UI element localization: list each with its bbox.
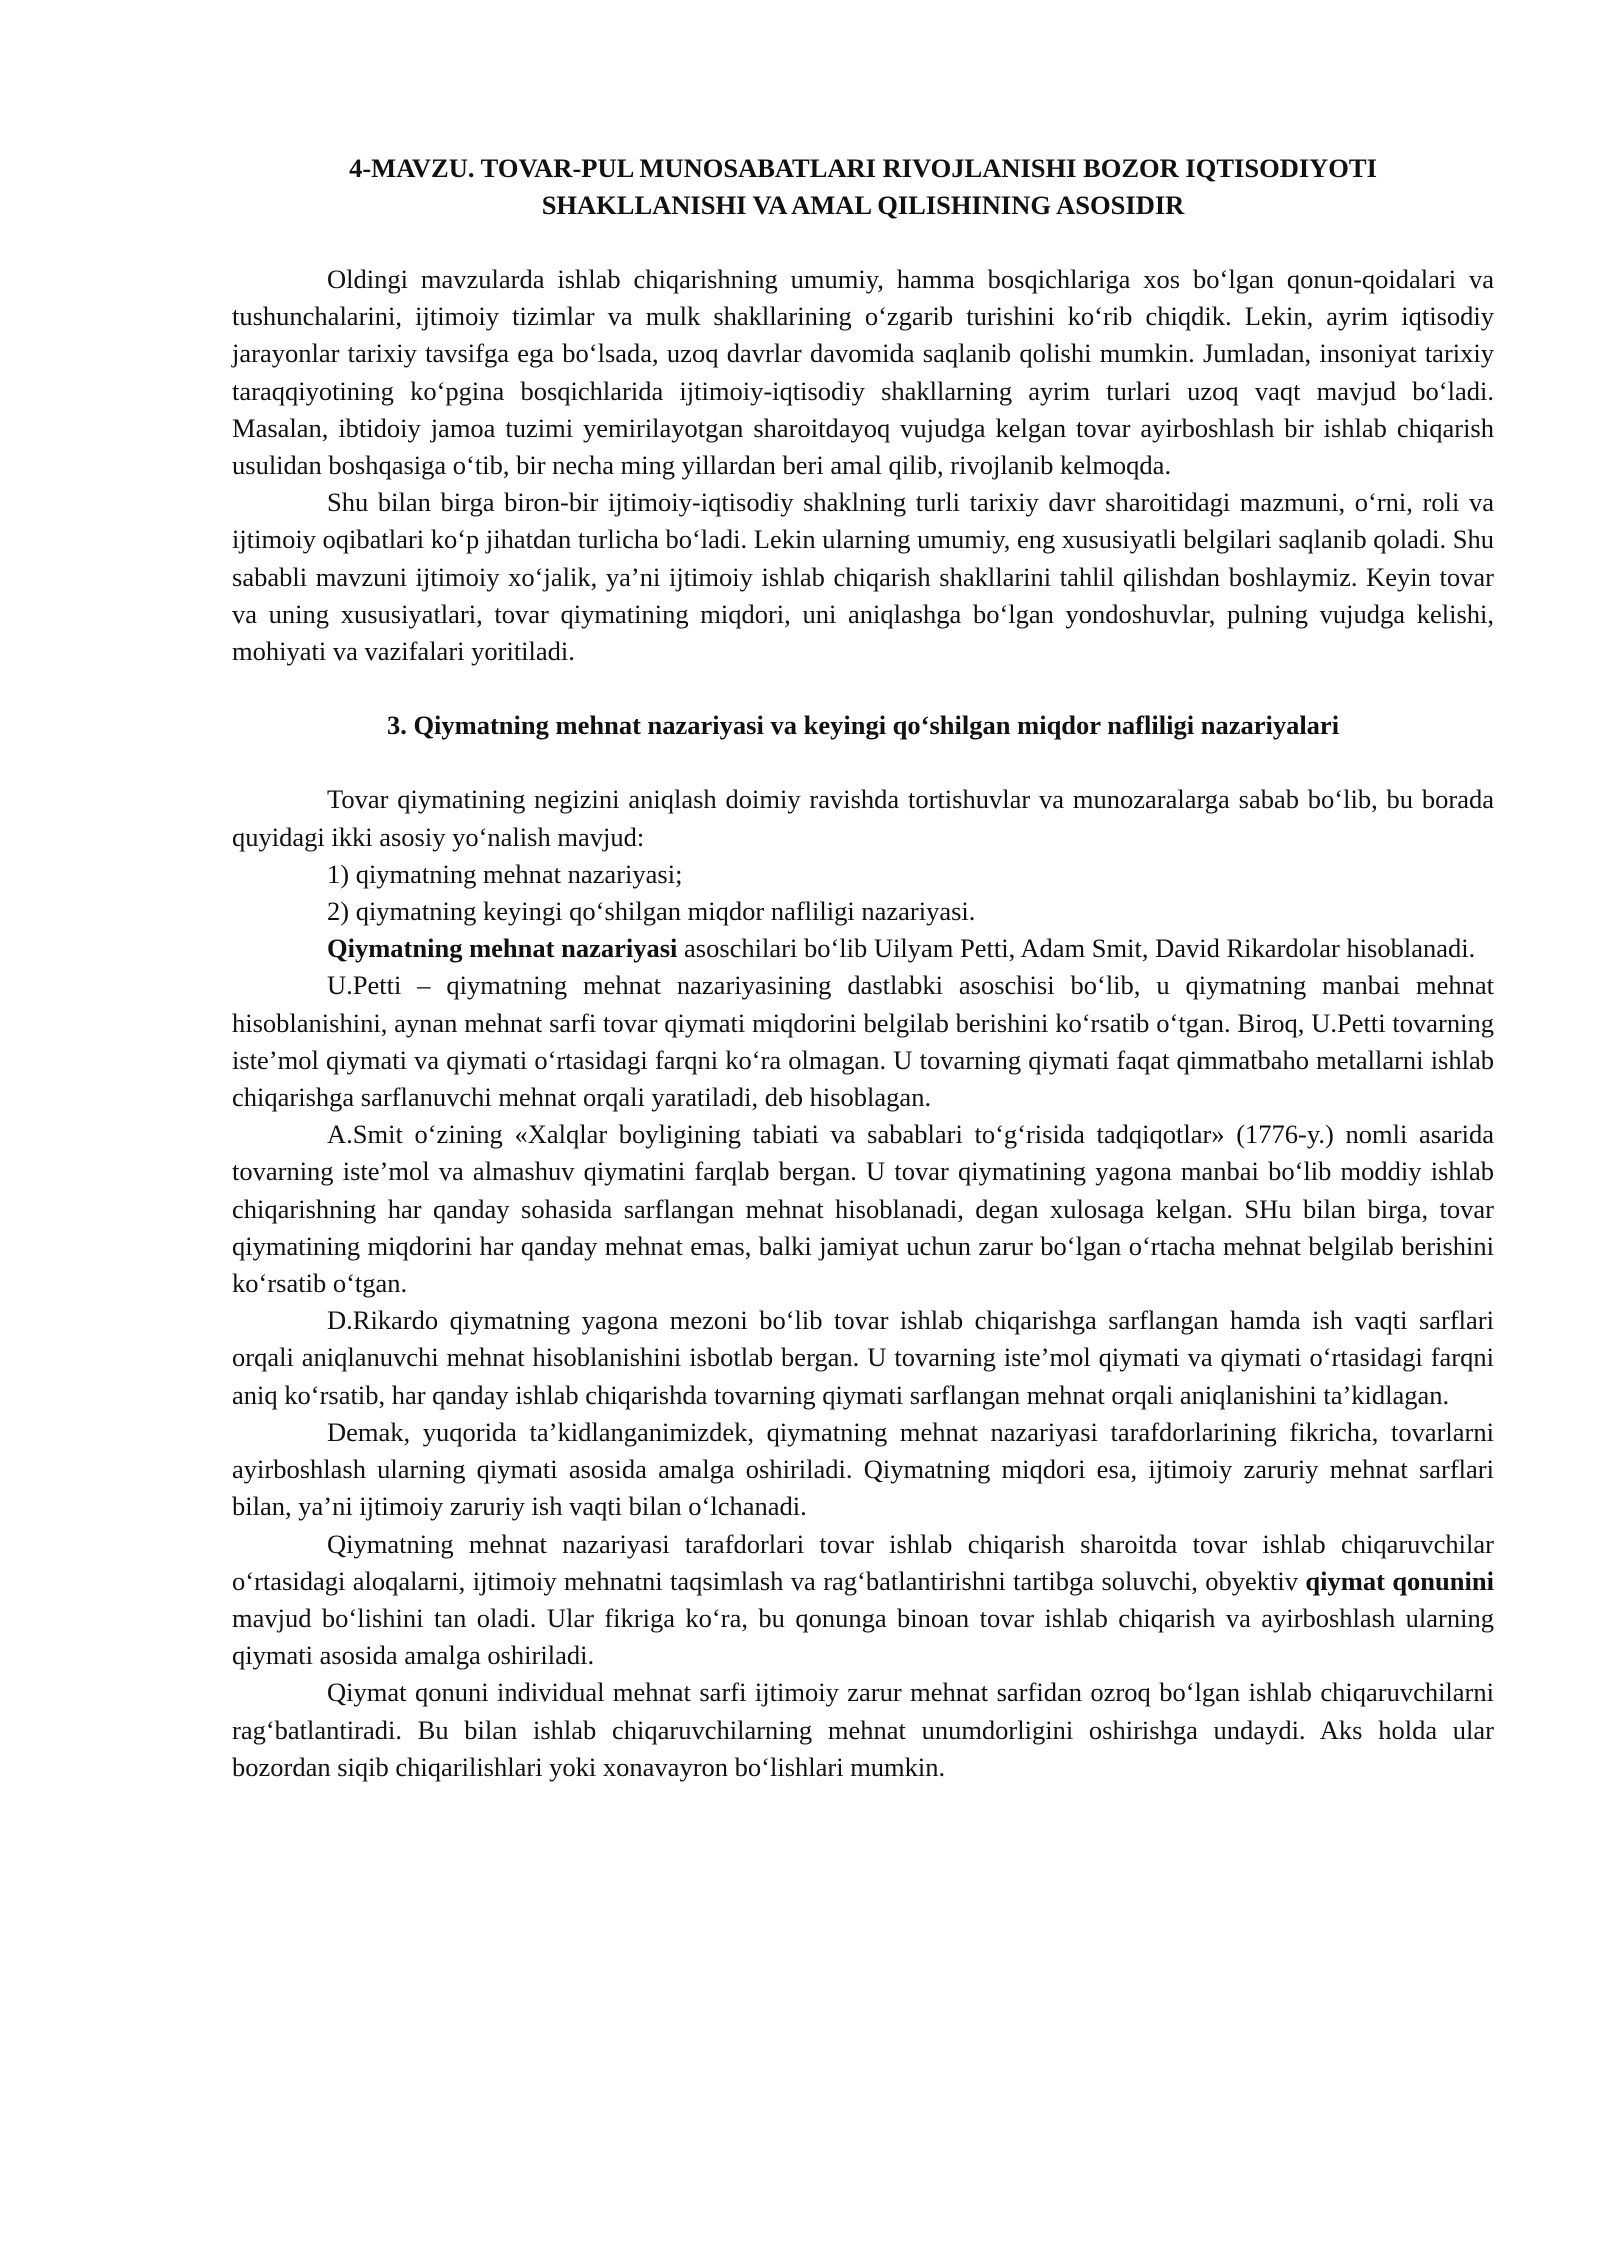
title-line-2: SHAKLLANISHI VA AMAL QILISHINING ASOSIDIR bbox=[541, 190, 1185, 220]
section-paragraph-value-law bbox=[232, 1526, 1494, 1675]
section-paragraph-conclusion: Demak, yuqorida ta’kidlanganimizdek, qiymatning mehnat nazariyasi tarafdorlarining fikricha, tovarlarni ayirboshlash ularning qiymati asosida amalga oshiriladi. Qiymatning miqdori esa, ijtimoiy zaruriy mehnat sarflari bilan, ya’ni ijtimoiy zaruriy ish vaqti bilan o‘lchanadi. bbox=[232, 1416, 1494, 1522]
list-item: 1) qiymatning mehnat nazariyasi; bbox=[327, 858, 683, 889]
document-page bbox=[232, 150, 1494, 1786]
section-heading: 3. Qiymatning mehnat nazariyasi va keyingi qo‘shilgan miqdor nafliligi nazariyalari bbox=[386, 710, 1340, 741]
section-paragraph-2 bbox=[232, 930, 1494, 967]
page-title bbox=[232, 150, 1494, 224]
intro-paragraph-2: Shu bilan birga biron-bir ijtimoiy-iqtisodiy shaklning turli tarixiy davr sharoitidagi mazmuni, o‘rni, roli va ijtimoiy oqibatlari ko‘p jihatdan turlicha bo‘ladi. Lekin ularning umumiy, eng xususiyatli belgilari saqlanib qoladi. Shu sababli mavzuni ijtimoiy xo‘jalik, ya’ni ijtimoiy ishlab chiqarish shakllarini tahlil qilishdan boshlaymiz. Keyin tovar va uning xususiyatlari, tovar qiymatining miqdori, uni aniqlashga bo‘lgan yondoshuvlar, pulning vujudga kelishi, mohiyati va vazifalari yoritiladi. bbox=[232, 487, 1494, 667]
section-paragraph-rikardo: D.Rikardo qiymatning yagona mezoni bo‘lib tovar ishlab chiqarishga sarflangan hamda ish vaqti sarflari orqali aniqlanuvchi mehnat hisoblanishini isbotlab bergan. U tovarning iste’mol qiymati va qiymati o‘rtasidagi farqni aniq ko‘rsatib, har qanday ishlab chiqarishda tovarning qiymati sarflangan mehnat orqali aniqlanishini ta’kidlagan. bbox=[232, 1305, 1494, 1410]
section-paragraph-petti: U.Petti – qiymatning mehnat nazariyasining dastlabki asoschisi bo‘lib, u qiymatning manbai mehnat hisoblanishini, aynan mehnat sarfi tovar qiymati miqdorini belgilab berishini ko‘rsatib o‘tgan. Biroq, U.Petti tovarning iste’mol qiymati va qiymati o‘rtasidagi farqni ko‘ra olmagan. U tovarning qiymati faqat qimmatbaho metallarni ishlab chiqarishga sarflanuvchi mehnat orqali yaratiladi, deb hisoblagan. bbox=[232, 970, 1494, 1113]
bold-term-labor-theory: Qiymatning mehnat nazariyasi bbox=[327, 933, 678, 964]
section-paragraph-1: Tovar qiymatining negizini aniqlash doimiy ravishda tortishuvlar va munozaralarga sabab bo‘lib, bu borada quyidagi ikki asosiy yo‘nalish mavjud: bbox=[232, 784, 1494, 852]
bold-term-value-law: qiymat qonunini bbox=[1305, 1565, 1494, 1596]
list-item: 2) qiymatning keyingi qo‘shilgan miqdor nafliligi nazariyasi. bbox=[327, 896, 976, 927]
paragraph-text: Qiymatning mehnat nazariyasi tarafdorlari tovar ishlab chiqarish sharoitda tovar ishlab chiqaruvchilar o‘rtasidagi aloqalarni, ijtimoiy mehnatni taqsimlash va rag‘batlantirishni tartibga soluvchi, obyektiv bbox=[232, 1528, 1494, 1596]
paragraph-text: asoschilari bo‘lib Uilyam Petti, Adam Smit, David Rikardolar hisoblanadi. bbox=[677, 933, 1476, 964]
section-paragraph-smit: A.Smit o‘zining «Xalqlar boyligining tabiati va sabablari to‘g‘risida tadqiqotlar» (1776-y.) nomli asarida tovarning iste’mol va almashuv qiymatini farqlab bergan. U tovar qiymatining yagona manbai bo‘lib moddiy ishlab chiqarishning har qanday sohasida sarflangan mehnat hisoblanadi, degan xulosaga kelgan. SHu bilan birga, tovar qiymatining miqdorini har qanday mehnat emas, balki jamiyat uchun zarur bo‘lgan o‘rtacha mehnat belgilab berishini ko‘rsatib o‘tgan. bbox=[232, 1119, 1494, 1299]
paragraph-text: mavjud bo‘lishini tan oladi. Ular fikriga ko‘ra, bu qonunga binoan tovar ishlab chiqarish va ayirboshlash ularning qiymati asosida amalga oshiriladi. bbox=[232, 1602, 1494, 1671]
intro-paragraph-1: Oldingi mavzularda ishlab chiqarishning umumiy, hamma bosqichlariga xos bo‘lgan qonun-qoidalari va tushunchalarini, ijtimoiy tizimlar va mulk shakllarining o‘zgarib turishini ko‘rib chiqdik. Lekin, ayrim iqtisodiy jarayonlar tarixiy tavsifga ega bo‘lsada, uzoq davrlar davomida saqlanib qolishi mumkin. Jumladan, insoniyat tarixiy taraqqiyotining ko‘pgina bosqichlarida ijtimoiy-iqtisodiy shakllarning ayrim turlari uzoq vaqt mavjud bo‘ladi. Masalan, ibtidoiy jamoa tuzimi yemirilayotgan sharoitdayoq vujudga kelgan tovar ayirboshlash bir ishlab chiqarish usulidan boshqasiga o‘tib, bir necha ming yillardan beri amal qilib, rivojlanib kelmoqda. bbox=[232, 264, 1494, 481]
title-line-1: 4-MAVZU. TOVAR-PUL MUNOSABATLARI RIVOJLANISHI BOZOR IQTISODIYOTI bbox=[349, 153, 1377, 183]
section-paragraph-final: Qiymat qonuni individual mehnat sarfi ijtimoiy zarur mehnat sarfidan ozroq bo‘lgan ishlab chiqaruvchilarni rag‘batlantiradi. Bu bilan ishlab chiqaruvchilarning mehnat unumdorligini oshirishga undaydi. Aks holda ular bozordan siqib chiqarilishlari yoki xonavayron bo‘lishlari mumkin. bbox=[232, 1677, 1494, 1782]
